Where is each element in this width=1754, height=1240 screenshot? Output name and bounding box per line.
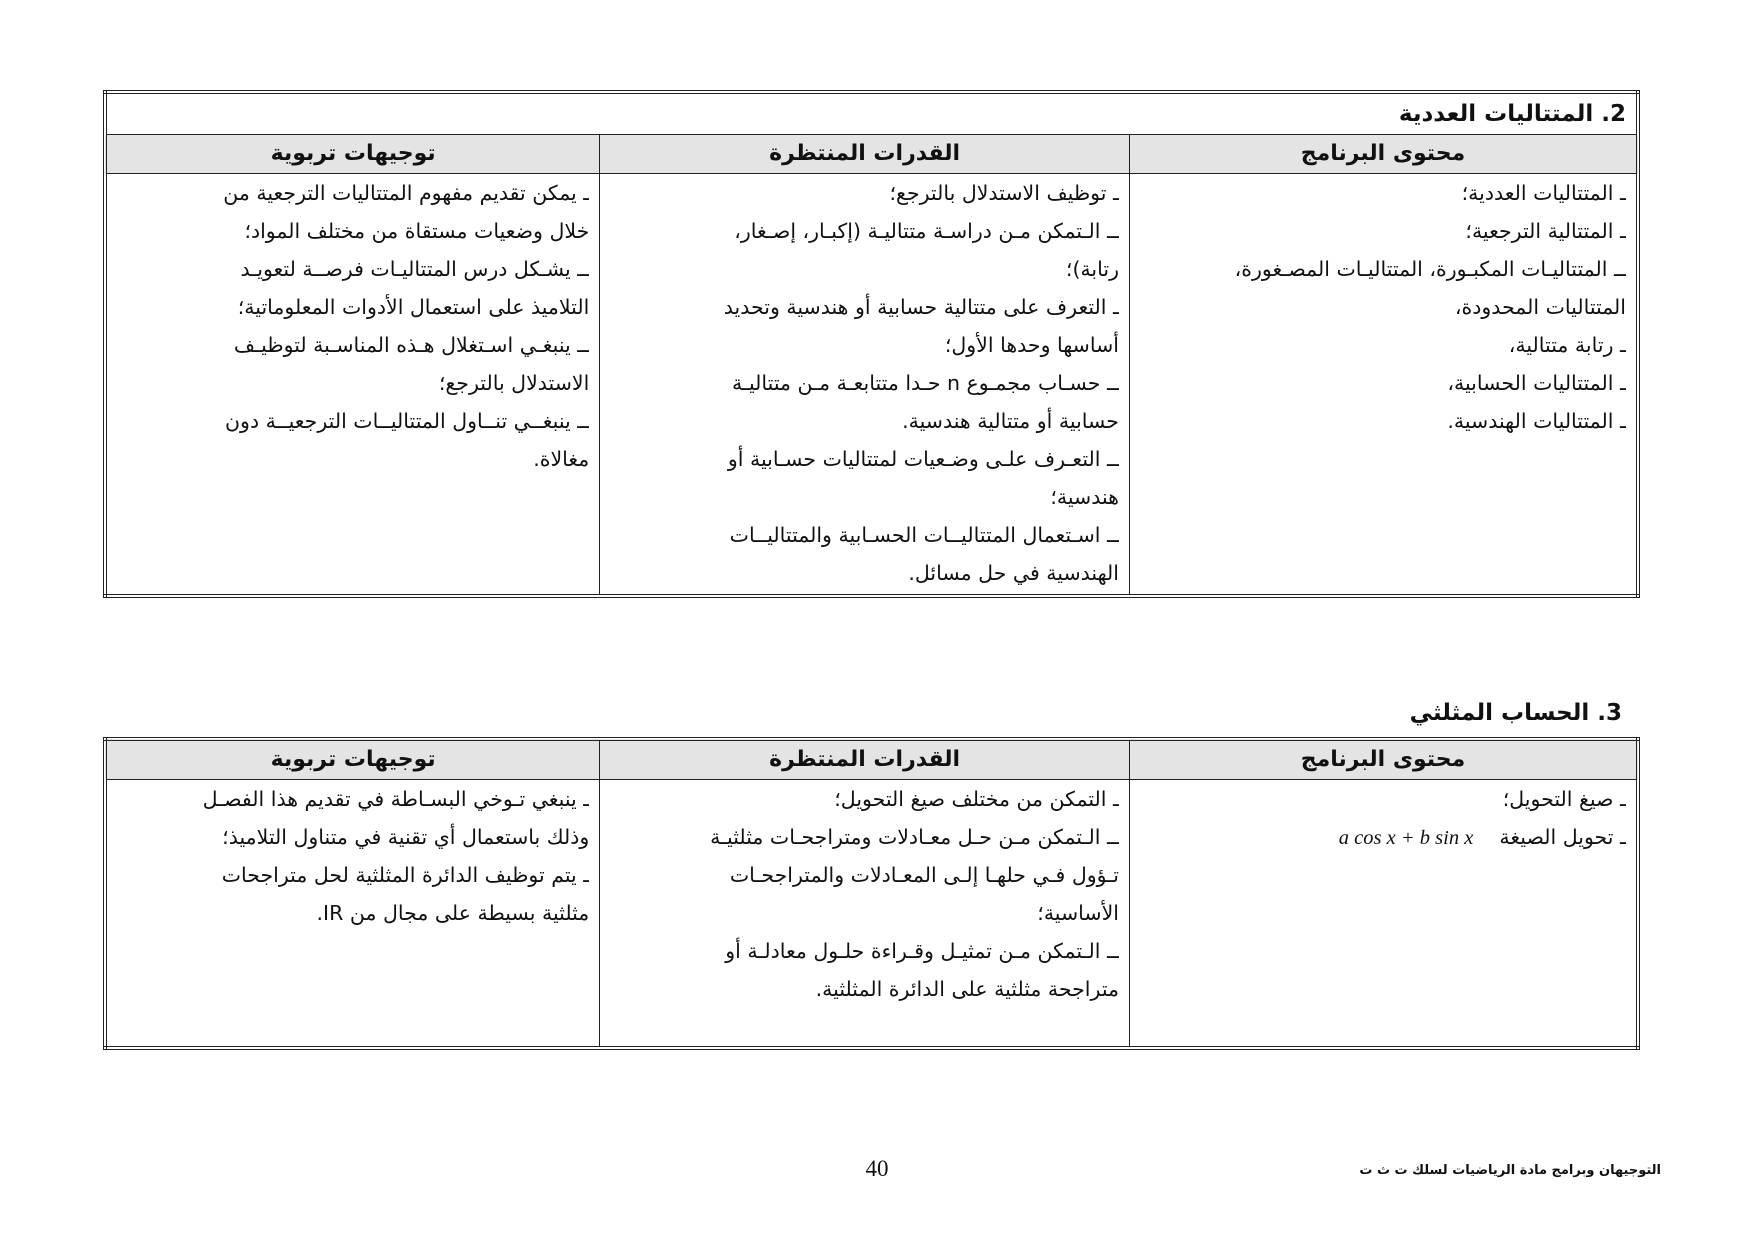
text-line: ـ صيغ التحويل؛ <box>1502 787 1626 811</box>
header-program-content: محتوى البرنامج <box>1129 739 1638 780</box>
text-line: ــ الـتمكن مـن حـل معـادلات ومتراجحـات مثلثيـة <box>710 825 1119 849</box>
text-line: ــ التعـرف علـى وضـعيات لمتتاليات حسـابية أو <box>727 447 1119 471</box>
text-line: ـ يتم توظيف الدائرة المثلثية لحل متراجحات <box>221 863 590 887</box>
text-line: وذلك باستعمال أي تقنية في متناول التلاميذ؛ <box>222 825 590 849</box>
text-line: التلاميذ على استعمال الأدوات المعلوماتية؛ <box>237 295 590 319</box>
text-line: الاستدلال بالترجع؛ <box>438 371 590 395</box>
text-line: هندسية؛ <box>1050 485 1119 509</box>
section-2-table <box>103 90 1640 598</box>
program-content-cell <box>1129 174 1638 596</box>
header-pedagogical-guidance: توجيهات تربوية <box>105 135 600 174</box>
text-line: ـ ينبغي تـوخي البسـاطة في تقديم هذا الفصـل <box>202 787 590 811</box>
formula-acosx-bsinx: a cos x + b sin x <box>1338 827 1474 849</box>
section-2-title: 2. المتتاليات العددية <box>105 92 1638 135</box>
text-line: المتتاليات المحدودة، <box>1454 295 1626 319</box>
text-line: خلال وضعيات مستقاة من مختلف المواد؛ <box>244 219 590 243</box>
text-line: مثلثية بسيطة على مجال من IR. <box>316 901 590 925</box>
program-content-cell <box>1129 780 1638 1048</box>
formula-line <box>1140 818 1626 857</box>
text-line: مغالاة. <box>533 447 590 471</box>
text-line: ــ المتتاليـات المكبـورة، المتتاليـات المصـغورة، <box>1234 257 1626 281</box>
header-pedagogical-guidance: توجيهات تربوية <box>105 739 600 780</box>
text-line: تـؤول فـي حلهـا إلـى المعـادلات والمتراجحـات <box>729 863 1119 887</box>
header-expected-abilities: القدرات المنتظرة <box>600 739 1130 780</box>
text-line: ـ المتتاليات العددية؛ <box>1461 181 1626 205</box>
footer-note: التوجيهان وبرامج مادة الرياضيات لسلك ت ث ت <box>1359 1163 1661 1178</box>
pedagogical-guidance-cell <box>105 780 600 1048</box>
text-line: ــ حسـاب مجمـوع n حـدا متتابعـة مـن متتاليـة <box>732 371 1119 395</box>
text-line: حسابية أو متتالية هندسية. <box>902 409 1119 433</box>
header-program-content: محتوى البرنامج <box>1129 135 1638 174</box>
text-line: رتابة)؛ <box>1065 257 1119 281</box>
section-3-title: 3. الحساب المثلثي <box>1409 700 1622 726</box>
text-line: أساسها وحدها الأول؛ <box>944 333 1119 357</box>
text-line: ـ تحويل الصيغة <box>1499 825 1626 849</box>
header-expected-abilities: القدرات المنتظرة <box>600 135 1130 174</box>
text-line: الأساسية؛ <box>1037 901 1119 925</box>
text-line: متراجحة مثلثية على الدائرة المثلثية. <box>815 977 1119 1001</box>
text-line: ـ المتتاليات الهندسية. <box>1447 409 1626 433</box>
text-line: ـ يمكن تقديم مفهوم المتتاليات الترجعية من <box>223 181 590 205</box>
section-3-table <box>103 737 1640 1050</box>
text-line: ـ التعرف على متتالية حسابية أو هندسية وتحديد <box>723 295 1119 319</box>
pedagogical-guidance-cell <box>105 174 600 596</box>
text-line: ـ رتابة متتالية، <box>1508 333 1626 357</box>
text-line: ــ الـتمكن مـن دراسـة متتاليـة (إكبـار، إصـغار، <box>734 219 1119 243</box>
text-line: ــ الـتمكن مـن تمثيـل وقـراءة حلـول معادلـة أو <box>725 939 1119 963</box>
expected-abilities-cell <box>600 780 1130 1048</box>
text-line: ــ اسـتعمال المتتاليــات الحسـابية والمتتاليــات <box>729 523 1119 547</box>
text-line: ــ ينبغــي تنــاول المتتاليــات الترجعيــة دون <box>225 409 590 433</box>
text-line: ــ يشـكل درس المتتاليـات فرصــة لتعويـد <box>240 257 590 281</box>
text-line: ـ التمكن من مختلف صيغ التحويل؛ <box>834 787 1119 811</box>
page-number: 40 <box>865 1156 889 1181</box>
text-line: الهندسية في حل مسائل. <box>908 561 1119 585</box>
expected-abilities-cell <box>600 174 1130 596</box>
text-line: ـ توظيف الاستدلال بالترجع؛ <box>889 181 1119 205</box>
text-line: ــ ينبغـي اسـتغلال هـذه المناسـبة لتوظيـف <box>233 333 590 357</box>
text-line: ـ المتتالية الترجعية؛ <box>1465 219 1626 243</box>
text-line: ـ المتتاليات الحسابية، <box>1447 371 1626 395</box>
